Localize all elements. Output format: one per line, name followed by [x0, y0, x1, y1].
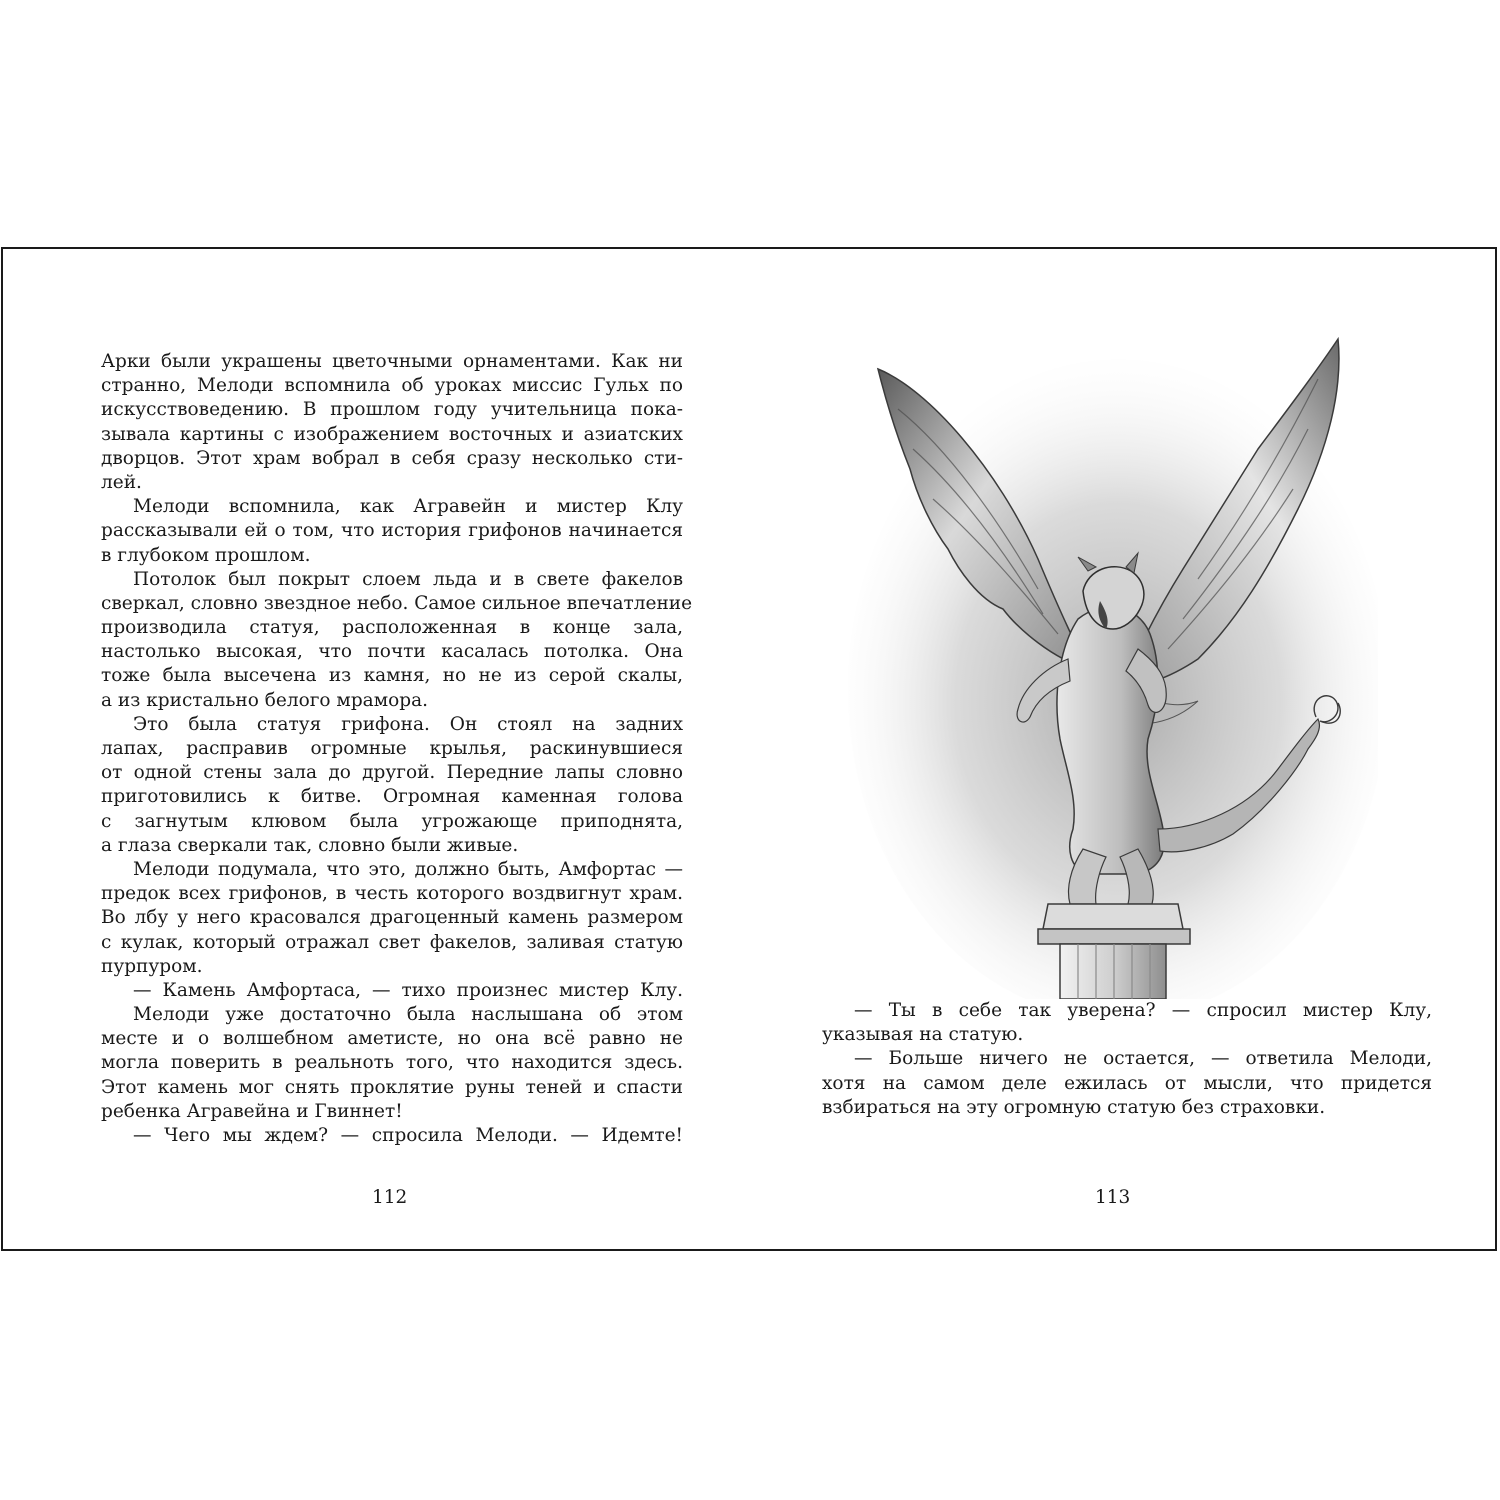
text-line: а глаза сверкали так, словно были живые. [101, 834, 519, 856]
text-line: указывая на статую. [822, 1024, 1024, 1046]
text-line: лапах, расправив огромные крылья, раскинувшиеся [101, 738, 683, 759]
text-line: производила статуя, расположенная в конце зала, [101, 617, 683, 639]
text-line: Мелоди вспомнила, как Агравейн и мистер Клу [133, 496, 683, 518]
text-line: с кулак, который отражал свет факелов, заливая статую [101, 931, 683, 953]
text-line: с загнутым клювом была угрожающе приподнята, [101, 810, 683, 832]
left-page-text [101, 350, 693, 1148]
text-line: приготовились к битве. Огромная каменная голова [101, 786, 683, 808]
text-line: Это была статуя грифона. Он стоял на задних [133, 713, 683, 735]
text-line: взбираться на эту огромную статую без страховки. [822, 1096, 1326, 1118]
text-line: — Камень Амфортаса, — тихо произнес мистер Клу. [133, 979, 683, 1001]
text-line: пурпуром. [101, 955, 203, 977]
text-line: настолько высокая, что почти касалась потолка. Она [101, 641, 683, 663]
griffin-statue-icon [838, 329, 1378, 999]
right-page-text [822, 999, 1432, 1120]
text-line: Мелоди подумала, что это, должно быть, Амфортас — [133, 858, 683, 880]
text-line: Мелоди уже достаточно была наслышана об этом [133, 1004, 683, 1026]
text-line: — Больше ничего не остается, — ответила Мелоди, [854, 1048, 1432, 1070]
text-line: дворцов. Этот храм вобрал в себя сразу несколько сти- [101, 447, 683, 469]
page-number-right: 113 [1095, 1187, 1131, 1208]
text-line: странно, Мелоди вспомнила об уроках миссис Гульх по [101, 375, 683, 397]
text-line: хотя на самом деле ежилась от мысли, что придется [822, 1072, 1432, 1094]
text-line: лей. [101, 471, 142, 493]
text-line: ребенка Агравейна и Гвиннет! [101, 1100, 403, 1122]
text-line: месте и о волшебном аметисте, но она всё равно не [101, 1028, 683, 1050]
page-number-left: 112 [372, 1187, 408, 1208]
text-line: Потолок был покрыт слоем льда и в свете факелов [133, 568, 683, 590]
text-line: Арки были украшены цветочными орнаментами. Как ни [101, 351, 683, 372]
text-line: рассказывали ей о том, что история грифонов начинается [101, 520, 683, 542]
text-line: тоже была высечена из камня, но не из серой скалы, [101, 665, 683, 687]
text-line: сверкал, словно звездное небо. Самое сильное впечатление [101, 592, 693, 614]
text-line: искусствоведению. В прошлом году учительница пока- [101, 399, 683, 421]
text-line: в глубоком прошлом. [101, 544, 311, 566]
griffin-illustration [838, 329, 1378, 999]
text-line: предок всех грифонов, в честь которого воздвигнут храм. [101, 883, 683, 905]
text-line: Этот камень мог снять проклятие руны теней и спасти [101, 1076, 683, 1098]
text-line: зывала картины с изображением восточных и азиатских [101, 423, 683, 445]
text-line: — Ты в себе так уверена? — спросил мистер Клу, [854, 1000, 1432, 1021]
text-line: а из кристально белого мрамора. [101, 689, 428, 711]
text-line: от одной стены зала до другой. Передние лапы словно [101, 762, 683, 784]
text-line: — Чего мы ждем? — спросила Мелоди. — Идемте! [133, 1125, 683, 1146]
book-spread [1, 247, 1497, 1251]
text-line: могла поверить в реальноть того, что находится здесь. [101, 1052, 683, 1074]
text-line: Во лбу у него красовался драгоценный камень размером [101, 907, 683, 929]
